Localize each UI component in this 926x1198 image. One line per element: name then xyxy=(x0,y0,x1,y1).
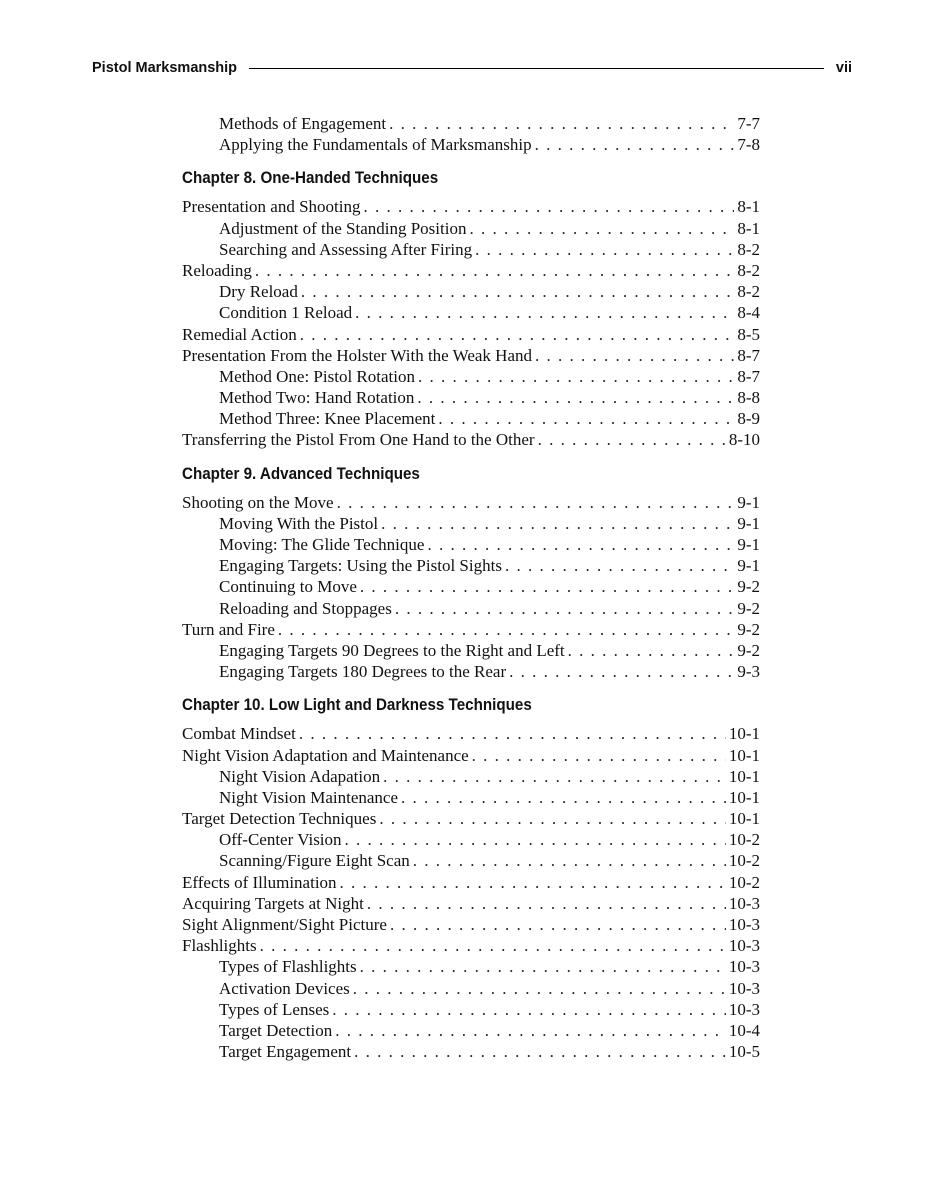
toc-entry-page: 10-3 xyxy=(728,893,760,913)
toc-entry-title: Searching and Assessing After Firing xyxy=(219,239,473,259)
toc-entry-title: Turn and Fire xyxy=(182,619,275,639)
toc-entry-page: 8-2 xyxy=(737,282,760,302)
dot-leader xyxy=(379,808,726,829)
chapter-heading: Chapter 8. One-Handed Techniques xyxy=(182,169,439,188)
dot-leader xyxy=(472,745,726,766)
toc-entry-title: Method Two: Hand Rotation xyxy=(219,388,415,408)
dot-leader xyxy=(509,661,734,682)
toc-entry[interactable] xyxy=(182,1020,760,1041)
toc-entry-title: Engaging Targets: Using the Pistol Sights xyxy=(219,556,502,576)
toc-entry-page: 10-1 xyxy=(728,766,760,786)
toc-entry-page: 9-2 xyxy=(737,619,760,639)
table-of-contents xyxy=(182,113,760,1062)
toc-entry-title: Condition 1 Reload xyxy=(219,303,353,323)
toc-entry-title: Continuing to Move xyxy=(219,577,357,597)
toc-entry-title: Effects of Illumination xyxy=(182,872,337,892)
toc-entry-title: Moving: The Glide Technique xyxy=(219,535,425,554)
dot-leader xyxy=(363,196,734,217)
dot-leader xyxy=(340,872,726,893)
toc-entry-page: 10-2 xyxy=(728,830,760,850)
dot-leader xyxy=(395,598,735,619)
toc-entry-title: Target Detection xyxy=(219,1020,333,1040)
toc-entry[interactable] xyxy=(182,808,760,829)
toc-entry[interactable] xyxy=(182,999,760,1020)
toc-entry[interactable] xyxy=(182,640,760,661)
toc-entry-title: Method Three: Knee Placement xyxy=(219,409,436,429)
toc-entry-page: 10-2 xyxy=(728,851,760,871)
dot-leader xyxy=(427,534,734,555)
dot-leader xyxy=(367,893,726,914)
toc-entry-page: 10-1 xyxy=(728,724,760,744)
toc-entry-page: 8-9 xyxy=(737,409,760,429)
toc-entry-page: 8-4 xyxy=(737,303,760,323)
toc-entry-page: 10-1 xyxy=(728,745,760,765)
dot-leader xyxy=(390,914,726,935)
toc-entry-title: Scanning/Figure Eight Scan xyxy=(219,851,410,871)
toc-entry[interactable] xyxy=(182,661,760,682)
toc-entry-page: 10-1 xyxy=(728,809,760,829)
toc-entry[interactable] xyxy=(182,787,760,808)
toc-entry-title: Acquiring Targets at Night xyxy=(182,893,364,913)
toc-entry[interactable] xyxy=(182,619,760,640)
dot-leader xyxy=(301,281,734,302)
toc-entry-title: Presentation and Shooting xyxy=(182,197,361,217)
toc-entry[interactable] xyxy=(182,723,760,744)
toc-entry-title: Activation Devices xyxy=(219,978,350,998)
toc-entry-page: 8-5 xyxy=(737,324,760,344)
toc-entry[interactable] xyxy=(182,492,760,513)
toc-entry-page: 9-2 xyxy=(737,640,760,660)
toc-entry[interactable] xyxy=(182,872,760,893)
toc-entry[interactable] xyxy=(182,850,760,871)
dot-leader xyxy=(417,387,734,408)
toc-entry-page: 8-2 xyxy=(737,260,760,280)
toc-entry-page: 9-3 xyxy=(737,662,760,682)
toc-entry-title: Target Engagement xyxy=(219,1042,352,1062)
toc-entry-page: 7-7 xyxy=(737,114,760,133)
toc-entry[interactable] xyxy=(182,513,760,534)
toc-entry-title: Reloading and Stoppages xyxy=(219,598,392,618)
toc-entry-title: Reloading xyxy=(182,260,252,280)
toc-entry-page: 8-8 xyxy=(737,388,760,408)
toc-entry[interactable] xyxy=(182,766,760,787)
toc-entry-page: 10-3 xyxy=(728,936,760,956)
dot-leader xyxy=(475,239,734,260)
dot-leader xyxy=(355,302,734,323)
toc-entry[interactable] xyxy=(182,555,760,576)
dot-leader xyxy=(381,513,734,534)
toc-entry-title: Engaging Targets 90 Degrees to the Right and Left xyxy=(219,640,565,660)
dot-leader xyxy=(413,850,726,871)
toc-entry-page: 10-4 xyxy=(728,1020,760,1040)
toc-entry[interactable] xyxy=(182,576,760,597)
toc-entry-title: Transferring the Pistol From One Hand to the Other xyxy=(182,430,535,450)
toc-entry-title: Sight Alignment/Sight Picture xyxy=(182,915,387,934)
toc-entry-title: Dry Reload xyxy=(219,282,298,302)
dot-leader xyxy=(469,218,734,239)
toc-entry[interactable] xyxy=(182,1041,760,1062)
toc-entry-title: Night Vision Maintenance xyxy=(219,787,399,807)
toc-entry-title: Night Vision Adapation xyxy=(219,766,381,786)
toc-entry[interactable] xyxy=(182,345,760,366)
dot-leader xyxy=(383,766,726,787)
toc-entry-page: 9-1 xyxy=(737,535,760,554)
toc-entry-title: Engaging Targets 180 Degrees to the Rear xyxy=(219,662,507,682)
dot-leader xyxy=(255,260,734,281)
toc-entry-title: Moving With the Pistol xyxy=(219,513,379,533)
dot-leader xyxy=(401,787,726,808)
toc-entry-title: Types of Lenses xyxy=(219,999,330,1019)
toc-entry-title: Applying the Fundamentals of Marksmanship xyxy=(219,135,532,155)
dot-leader xyxy=(389,113,734,134)
toc-entry-title: Shooting on the Move xyxy=(182,492,334,512)
toc-entry[interactable] xyxy=(182,134,760,155)
toc-entry[interactable] xyxy=(182,829,760,850)
dot-leader xyxy=(300,324,735,345)
dot-leader xyxy=(438,408,734,429)
toc-entry-title: Methods of Engagement xyxy=(219,114,387,133)
toc-entry[interactable] xyxy=(182,218,760,239)
toc-entry[interactable] xyxy=(182,429,760,450)
dot-leader xyxy=(505,555,734,576)
toc-entry[interactable] xyxy=(182,113,760,134)
toc-entry-page: 10-2 xyxy=(728,872,760,892)
dot-leader xyxy=(278,619,734,640)
toc-entry-page: 10-3 xyxy=(728,999,760,1019)
toc-entry-title: Remedial Action xyxy=(182,324,297,344)
chapter-heading: Chapter 9. Advanced Techniques xyxy=(182,464,420,483)
toc-entry-page: 10-5 xyxy=(728,1042,760,1062)
dot-leader xyxy=(337,492,735,513)
toc-entry[interactable] xyxy=(182,302,760,323)
chapter-heading: Chapter 10. Low Light and Darkness Techniques xyxy=(182,696,532,715)
dot-leader xyxy=(360,576,734,597)
header-rule xyxy=(249,68,824,69)
toc-entry-title: Presentation From the Holster With the Weak Hand xyxy=(182,345,533,365)
toc-entry-page: 8-1 xyxy=(737,218,760,238)
toc-entry-page: 10-3 xyxy=(728,915,760,934)
dot-leader xyxy=(568,640,735,661)
toc-entry[interactable] xyxy=(182,196,760,217)
toc-entry-title: Off-Center Vision xyxy=(219,830,342,850)
toc-entry-title: Night Vision Adaptation and Maintenance xyxy=(182,745,469,765)
toc-entry-page: 8-1 xyxy=(737,197,760,217)
dot-leader xyxy=(535,134,735,155)
toc-entry-page: 9-2 xyxy=(737,577,760,597)
toc-entry[interactable] xyxy=(182,598,760,619)
toc-entry-page: 9-1 xyxy=(737,492,760,512)
toc-entry-title: Combat Mindset xyxy=(182,724,296,744)
toc-entry[interactable] xyxy=(182,260,760,281)
toc-entry[interactable] xyxy=(182,387,760,408)
dot-leader xyxy=(335,1020,726,1041)
dot-leader xyxy=(538,429,726,450)
toc-entry-page: 8-2 xyxy=(737,239,760,259)
toc-entry-page: 10-3 xyxy=(728,957,760,977)
toc-entry[interactable] xyxy=(182,324,760,345)
dot-leader xyxy=(535,345,734,366)
running-header xyxy=(92,58,852,78)
dot-leader xyxy=(260,935,726,956)
dot-leader xyxy=(345,829,726,850)
toc-entry-page: 8-7 xyxy=(737,345,760,365)
toc-entry-title: Types of Flashlights xyxy=(219,957,357,977)
toc-entry-page: 10-1 xyxy=(728,787,760,807)
dot-leader xyxy=(353,978,726,999)
toc-entry-page: 8-7 xyxy=(737,366,760,386)
toc-entry[interactable] xyxy=(182,745,760,766)
toc-entry-page: 10-3 xyxy=(728,978,760,998)
toc-entry[interactable] xyxy=(182,893,760,914)
toc-entry-title: Method One: Pistol Rotation xyxy=(219,366,415,386)
dot-leader xyxy=(360,956,726,977)
dot-leader xyxy=(418,366,734,387)
toc-entry[interactable] xyxy=(182,935,760,956)
toc-entry[interactable] xyxy=(182,956,760,977)
toc-entry[interactable] xyxy=(182,534,760,555)
toc-entry-title: Flashlights xyxy=(182,936,257,956)
toc-entry-page: 8-10 xyxy=(728,430,760,450)
toc-entry[interactable] xyxy=(182,914,760,935)
toc-entry[interactable] xyxy=(182,366,760,387)
dot-leader xyxy=(332,999,726,1020)
toc-entry[interactable] xyxy=(182,978,760,999)
dot-leader xyxy=(299,723,726,744)
toc-entry[interactable] xyxy=(182,408,760,429)
toc-entry-title: Adjustment of the Standing Position xyxy=(219,218,467,238)
toc-entry-page: 9-2 xyxy=(737,598,760,618)
toc-entry-page: 7-8 xyxy=(737,135,760,155)
toc-entry-page: 9-1 xyxy=(737,513,760,533)
toc-entry-page: 9-1 xyxy=(737,556,760,576)
toc-entry[interactable] xyxy=(182,239,760,260)
header-title: Pistol Marksmanship xyxy=(92,60,238,76)
header-page-number: vii xyxy=(835,60,852,76)
toc-entry-title: Target Detection Techniques xyxy=(182,809,377,829)
toc-entry[interactable] xyxy=(182,281,760,302)
dot-leader xyxy=(354,1041,726,1062)
